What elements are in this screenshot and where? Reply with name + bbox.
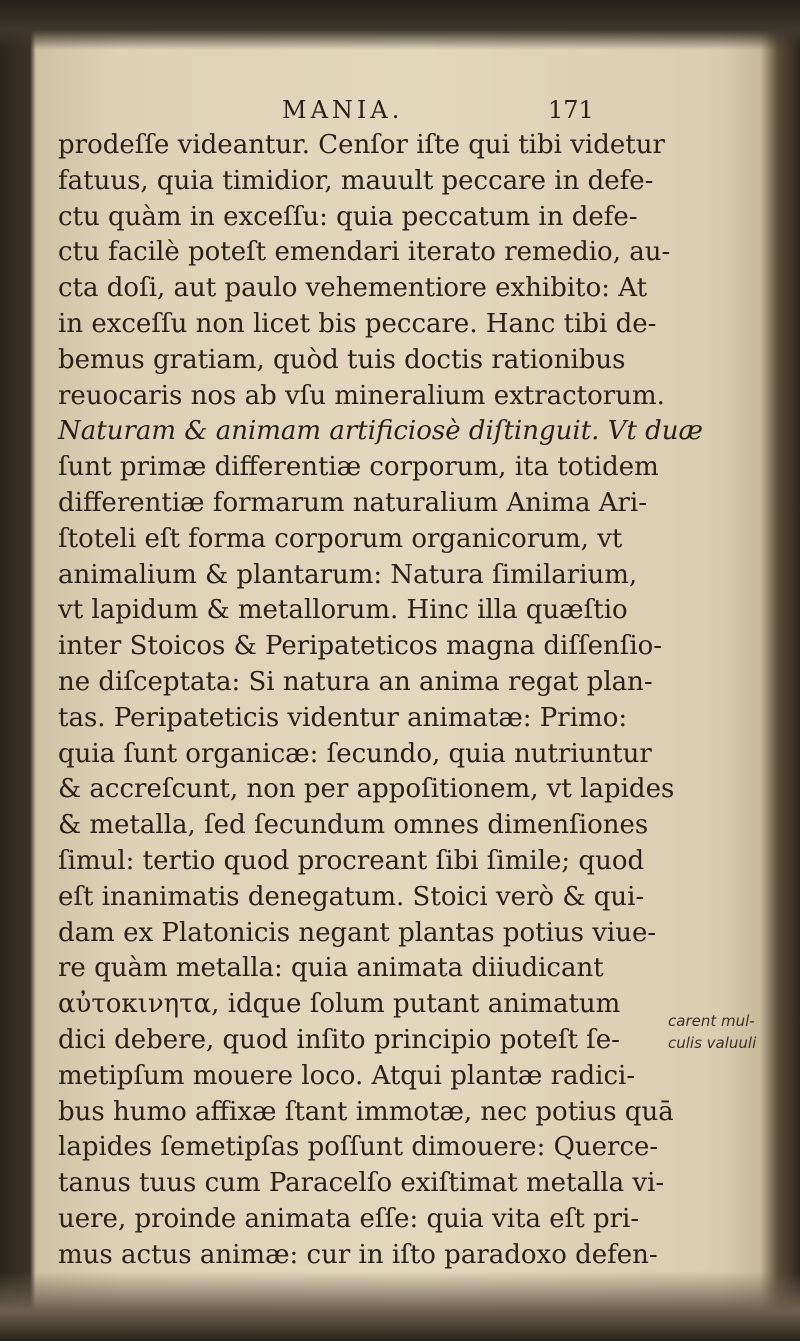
text-line: ctu quàm in exceſſu: quia peccatum in defe- xyxy=(58,201,638,232)
text-line: bemus gratiam, quòd tuis doctis rationibus xyxy=(58,344,626,375)
text-line: ſunt primæ differentiæ corporum, ita totidem xyxy=(58,452,659,483)
text-line: lapides ſemetipſas poſſunt dimouere: Querce- xyxy=(58,1132,659,1163)
marginal-note-line: culis valuuli xyxy=(668,1034,757,1052)
running-title: MANIA. xyxy=(282,96,404,124)
text-line: quia ſunt organicæ: ſecundo, quia nutriuntur xyxy=(58,738,652,769)
text-line: mus actus animæ: cur in iſto paradoxo defen- xyxy=(58,1239,658,1270)
body-text xyxy=(58,128,703,1274)
text-line: dici debere, quod inſito principio poteſt ſe- xyxy=(58,1024,620,1055)
text-line: bus humo affixæ ſtant immotæ, nec potius quā xyxy=(58,1096,674,1127)
text-line: ſimul: tertio quod procreant ſibi ſimile; quod xyxy=(58,845,645,876)
text-line: fatuus, quia timidior, mauult peccare in defe- xyxy=(58,165,654,196)
text-line: vt lapidum & metallorum. Hinc illa quæſtio xyxy=(58,595,628,626)
text-line: inter Stoicos & Peripateticos magna diſſenſio- xyxy=(58,631,663,662)
text-line: & accreſcunt, non per appoſitionem, vt lapides xyxy=(58,774,675,805)
text-line: differentiæ formarum naturalium Anima Ari- xyxy=(58,487,648,518)
text-line: metipſum mouere loco. Atqui plantæ radici- xyxy=(58,1060,636,1091)
text-line: tas. Peripateticis videntur animatæ: Primo: xyxy=(58,702,628,733)
text-line: prodeſſe videantur. Cenſor iſte qui tibi videtur xyxy=(58,130,665,160)
text-line: αὐτοκινητα, idque ſolum putant animatum xyxy=(58,989,621,1020)
text-line: ſtoteli eſt forma corporum organicorum, vt xyxy=(58,523,623,554)
text-line: Naturam & animam artificiosè diſtinguit. Vt duæ xyxy=(58,416,703,447)
text-line: & metalla, ſed ſecundum omnes dimenſiones xyxy=(58,810,649,841)
page-header xyxy=(0,96,800,126)
text-line: tanus tuus cum Paracelſo exiſtimat metalla vi- xyxy=(58,1168,665,1199)
marginal-note xyxy=(668,1010,788,1054)
text-line: re quàm metalla: quia animata diiudicant xyxy=(58,953,604,984)
text-line: dam ex Platonicis negant plantas potius viue- xyxy=(58,917,657,948)
page-number: 171 xyxy=(548,96,594,124)
text-line: ctu facilè poteſt emendari iterato remedio, au- xyxy=(58,237,671,268)
text-line: in exceſſu non licet bis peccare. Hanc tibi de- xyxy=(58,308,657,339)
marginal-note-line: carent mul- xyxy=(668,1012,755,1030)
text-line: animalium & plantarum: Natura ſimilarium, xyxy=(58,559,638,590)
text-line: eſt inanimatis denegatum. Stoici verò & qui- xyxy=(58,881,645,912)
text-line: ne diſceptata: Si natura an anima regat plan- xyxy=(58,666,653,697)
text-line: reuocaris nos ab vſu mineralium extractorum. xyxy=(58,380,665,411)
text-line: cta doſi, aut paulo vehementiore exhibito: At xyxy=(58,273,648,304)
text-line: uere, proinde animata eſſe: quia vita eſt pri- xyxy=(58,1203,640,1234)
